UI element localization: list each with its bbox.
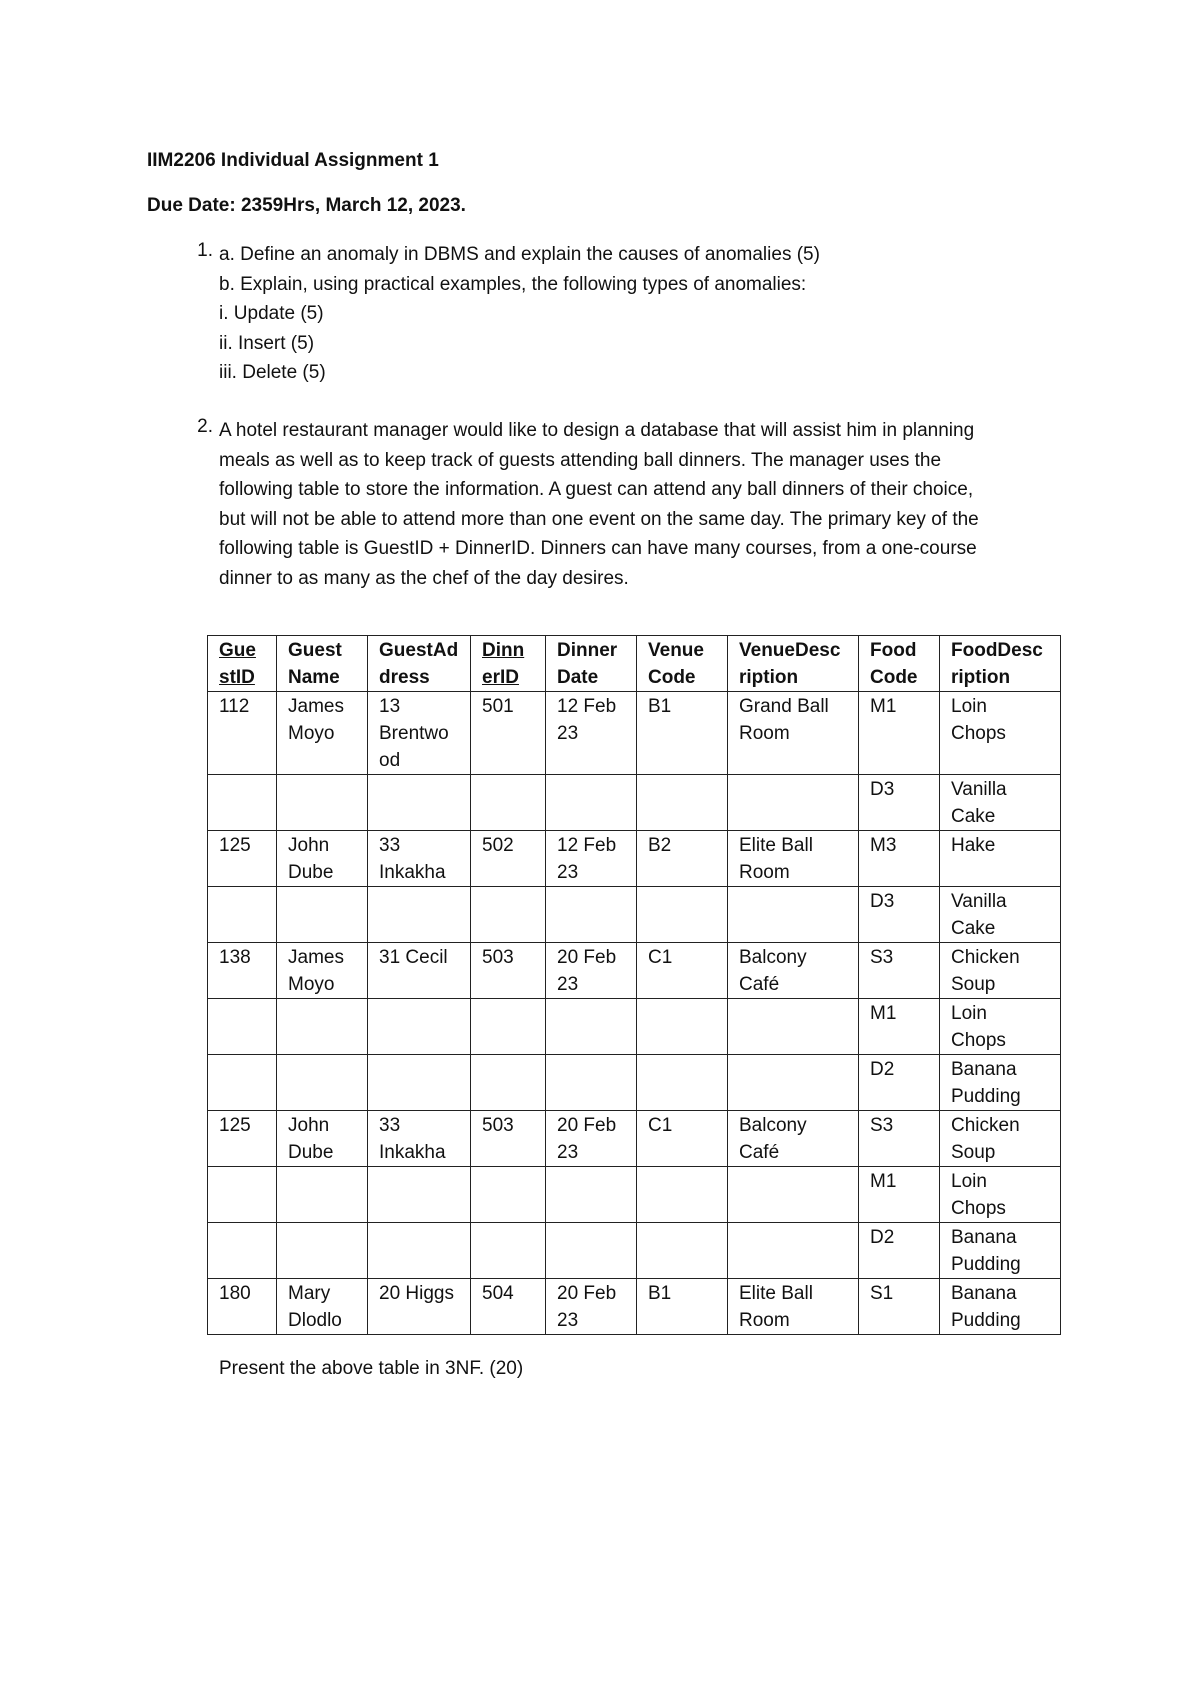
- table-cell: [728, 943, 859, 999]
- cell-text: 12 Feb: [557, 835, 617, 856]
- table-cell: [277, 775, 368, 831]
- column-header: [728, 636, 859, 692]
- table-cell: [277, 1223, 368, 1279]
- column-header-text: Dinn: [482, 640, 525, 661]
- cell-text: Grand Ball: [739, 696, 829, 717]
- cell-text: M1: [870, 1171, 897, 1192]
- cell-text: M1: [870, 1003, 897, 1024]
- table-row: [208, 999, 1061, 1055]
- table-cell: [728, 1279, 859, 1335]
- column-header: [940, 636, 1061, 692]
- cell-text: 20 Feb: [557, 1115, 617, 1136]
- table-cell: [471, 1111, 546, 1167]
- cell-text: Chops: [951, 1198, 1006, 1219]
- cell-text: James: [288, 696, 344, 717]
- table-cell: [637, 831, 728, 887]
- table-cell: [208, 1279, 277, 1335]
- table-row: [208, 1111, 1061, 1167]
- table-cell: [728, 887, 859, 943]
- table-row: [208, 887, 1061, 943]
- cell-text: D3: [870, 779, 895, 800]
- cell-text: Soup: [951, 974, 996, 995]
- table-cell: [546, 1055, 637, 1111]
- question-line: iii. Delete (5): [219, 362, 326, 383]
- table-cell: [471, 999, 546, 1055]
- cell-text: John: [288, 835, 330, 856]
- table-body: [208, 692, 1061, 1335]
- table-cell: [940, 775, 1061, 831]
- table-cell: [277, 943, 368, 999]
- table-cell: [859, 1167, 940, 1223]
- table-cell: [637, 1111, 728, 1167]
- table-row: [208, 943, 1061, 999]
- table-cell: [859, 692, 940, 775]
- cell-text: 31 Cecil: [379, 947, 448, 968]
- table-cell: [940, 999, 1061, 1055]
- column-header-text: VenueDesc: [739, 640, 841, 661]
- cell-text: Cake: [951, 806, 996, 827]
- table-cell: [208, 943, 277, 999]
- question-line: but will not be able to attend more than one event on the same day. The primary key of the: [219, 508, 979, 530]
- table-cell: [637, 1055, 728, 1111]
- cell-text: Loin: [951, 1003, 987, 1024]
- question-body: [219, 240, 1059, 388]
- cell-text: Elite Ball: [739, 1283, 813, 1304]
- cell-text: Café: [739, 1142, 780, 1163]
- column-header: [368, 636, 471, 692]
- table-cell: [471, 775, 546, 831]
- cell-text: Chicken: [951, 947, 1020, 968]
- cell-text: 502: [482, 835, 514, 856]
- table-cell: [728, 999, 859, 1055]
- table-cell: [368, 887, 471, 943]
- cell-text: Brentwo: [379, 723, 449, 744]
- cell-text: Balcony: [739, 1115, 807, 1136]
- table-cell: [637, 1223, 728, 1279]
- column-header-text: GuestAd: [379, 640, 459, 661]
- cell-text: Chops: [951, 1030, 1006, 1051]
- table-cell: [277, 1167, 368, 1223]
- table-cell: [859, 1279, 940, 1335]
- cell-text: 23: [557, 1142, 579, 1163]
- cell-text: Mary: [288, 1283, 331, 1304]
- table-cell: [728, 692, 859, 775]
- footer-instruction: Present the above table in 3NF. (20): [219, 1358, 524, 1379]
- table-cell: [940, 1055, 1061, 1111]
- cell-text: Vanilla: [951, 891, 1007, 912]
- question-line: b. Explain, using practical examples, the following types of anomalies:: [219, 273, 807, 295]
- table-row: [208, 1279, 1061, 1335]
- due-date: Due Date: 2359Hrs, March 12, 2023.: [147, 195, 466, 216]
- cell-text: 504: [482, 1283, 514, 1304]
- table-cell: [368, 775, 471, 831]
- cell-text: Banana: [951, 1059, 1017, 1080]
- table-cell: [208, 1223, 277, 1279]
- table-cell: [546, 1111, 637, 1167]
- cell-text: D3: [870, 891, 895, 912]
- table-cell: [277, 831, 368, 887]
- table-cell: [277, 887, 368, 943]
- table-cell: [368, 1111, 471, 1167]
- column-header: [277, 636, 368, 692]
- table-cell: [637, 1279, 728, 1335]
- question-line: ii. Insert (5): [219, 332, 315, 354]
- cell-text: od: [379, 750, 401, 771]
- column-header-text: Venue: [648, 640, 704, 661]
- table-cell: [859, 1055, 940, 1111]
- column-header: [208, 636, 277, 692]
- table-cell: [208, 1167, 277, 1223]
- table-cell: [940, 943, 1061, 999]
- table-cell: [940, 1223, 1061, 1279]
- table-cell: [859, 943, 940, 999]
- table-cell: [940, 831, 1061, 887]
- cell-text: C1: [648, 947, 673, 968]
- question-line: meals as well as to keep track of guests attending ball dinners. The manager uses the: [219, 449, 942, 471]
- cell-text: B1: [648, 1283, 672, 1304]
- question-line: following table to store the information. A guest can attend any ball dinners of their choice,: [219, 479, 974, 500]
- cell-text: S3: [870, 1115, 894, 1136]
- cell-text: 33: [379, 1115, 401, 1136]
- cell-text: D2: [870, 1059, 895, 1080]
- table-cell: [368, 1279, 471, 1335]
- column-header-text: Guest: [288, 640, 342, 661]
- table-cell: [940, 887, 1061, 943]
- column-header-text: FoodDesc: [951, 640, 1043, 661]
- cell-text: Banana: [951, 1227, 1017, 1248]
- cell-text: 23: [557, 974, 579, 995]
- table-cell: [471, 887, 546, 943]
- column-header-text: stID: [219, 667, 255, 688]
- table-cell: [277, 999, 368, 1055]
- table-cell: [637, 775, 728, 831]
- table-cell: [368, 1223, 471, 1279]
- cell-text: S3: [870, 947, 894, 968]
- table-cell: [208, 1111, 277, 1167]
- table-cell: [471, 1055, 546, 1111]
- table-cell: [208, 692, 277, 775]
- table-row: [208, 1167, 1061, 1223]
- cell-text: Café: [739, 974, 780, 995]
- cell-text: Inkakha: [379, 1142, 446, 1163]
- table-cell: [368, 1167, 471, 1223]
- table-cell: [546, 1167, 637, 1223]
- cell-text: Loin: [951, 1171, 987, 1192]
- table-cell: [940, 1279, 1061, 1335]
- cell-text: Vanilla: [951, 779, 1007, 800]
- cell-text: 125: [219, 835, 251, 856]
- cell-text: 138: [219, 947, 251, 968]
- table-cell: [728, 1223, 859, 1279]
- table-cell: [637, 943, 728, 999]
- cell-text: 112: [219, 696, 250, 717]
- cell-text: Moyo: [288, 974, 335, 995]
- cell-text: Inkakha: [379, 862, 446, 883]
- cell-text: 20 Feb: [557, 1283, 617, 1304]
- table-cell: [728, 775, 859, 831]
- cell-text: 33: [379, 835, 401, 856]
- question-body: [219, 416, 1059, 593]
- column-header-text: Code: [870, 667, 918, 688]
- table-cell: [471, 1167, 546, 1223]
- table-cell: [546, 943, 637, 999]
- table-cell: [859, 831, 940, 887]
- cell-text: Dube: [288, 1142, 334, 1163]
- cell-text: 20 Feb: [557, 947, 617, 968]
- cell-text: Chicken: [951, 1115, 1020, 1136]
- cell-text: B1: [648, 696, 672, 717]
- table-row: [208, 1055, 1061, 1111]
- cell-text: Loin: [951, 696, 987, 717]
- column-header-text: dress: [379, 667, 430, 688]
- cell-text: Room: [739, 862, 790, 883]
- table-cell: [208, 831, 277, 887]
- table-cell: [728, 1055, 859, 1111]
- table-cell: [546, 692, 637, 775]
- table-cell: [859, 775, 940, 831]
- table-cell: [546, 831, 637, 887]
- table-cell: [546, 1279, 637, 1335]
- cell-text: Cake: [951, 918, 996, 939]
- cell-text: 20 Higgs: [379, 1283, 454, 1304]
- question-line: A hotel restaurant manager would like to design a database that will assist him in planning: [219, 420, 975, 441]
- cell-text: Room: [739, 723, 790, 744]
- question-line: i. Update (5): [219, 303, 324, 324]
- table-row: [208, 775, 1061, 831]
- column-header-text: erID: [482, 667, 519, 688]
- table-header-row: [208, 636, 1061, 692]
- cell-text: 12 Feb: [557, 696, 617, 717]
- question-line: a. Define an anomaly in DBMS and explain the causes of anomalies (5): [219, 244, 820, 265]
- table-cell: [368, 999, 471, 1055]
- table-cell: [368, 943, 471, 999]
- table-cell: [277, 1055, 368, 1111]
- cell-text: 13: [379, 696, 401, 717]
- table-cell: [208, 1055, 277, 1111]
- table-cell: [277, 692, 368, 775]
- table-cell: [546, 775, 637, 831]
- table-cell: [728, 1111, 859, 1167]
- table-row: [208, 1223, 1061, 1279]
- table-cell: [637, 887, 728, 943]
- column-header-text: Code: [648, 667, 696, 688]
- table-cell: [368, 1055, 471, 1111]
- cell-text: Soup: [951, 1142, 996, 1163]
- cell-text: C1: [648, 1115, 673, 1136]
- cell-text: 180: [219, 1283, 251, 1304]
- table-cell: [637, 692, 728, 775]
- question-number: 1.: [197, 240, 213, 261]
- column-header: [637, 636, 728, 692]
- table-cell: [208, 775, 277, 831]
- unnormalized-table: [207, 635, 1061, 1335]
- cell-text: M1: [870, 696, 897, 717]
- cell-text: Room: [739, 1310, 790, 1331]
- cell-text: Dube: [288, 862, 334, 883]
- column-header-text: Gue: [219, 640, 256, 661]
- column-header: [546, 636, 637, 692]
- table-cell: [208, 887, 277, 943]
- cell-text: James: [288, 947, 344, 968]
- cell-text: S1: [870, 1283, 894, 1304]
- table-cell: [368, 831, 471, 887]
- table-cell: [940, 692, 1061, 775]
- table-cell: [277, 1111, 368, 1167]
- cell-text: Banana: [951, 1283, 1017, 1304]
- cell-text: Balcony: [739, 947, 807, 968]
- table-cell: [728, 831, 859, 887]
- cell-text: John: [288, 1115, 330, 1136]
- question-line: following table is GuestID + DinnerID. Dinners can have many courses, from a one-course: [219, 538, 977, 559]
- table-cell: [940, 1167, 1061, 1223]
- table-cell: [471, 1279, 546, 1335]
- question-number: 2.: [197, 416, 213, 437]
- cell-text: Hake: [951, 835, 996, 856]
- table-row: [208, 692, 1061, 775]
- table-cell: [471, 943, 546, 999]
- column-header-text: Name: [288, 667, 340, 688]
- table-cell: [471, 692, 546, 775]
- table-cell: [471, 1223, 546, 1279]
- column-header-text: Dinner: [557, 640, 618, 661]
- cell-text: D2: [870, 1227, 895, 1248]
- cell-text: Pudding: [951, 1254, 1021, 1275]
- table-cell: [471, 831, 546, 887]
- table-cell: [637, 999, 728, 1055]
- cell-text: Dlodlo: [288, 1310, 342, 1331]
- cell-text: 503: [482, 1115, 514, 1136]
- cell-text: 503: [482, 947, 514, 968]
- table-cell: [277, 1279, 368, 1335]
- column-header: [859, 636, 940, 692]
- table-cell: [728, 1167, 859, 1223]
- column-header: [471, 636, 546, 692]
- cell-text: M3: [870, 835, 897, 856]
- table-cell: [940, 1111, 1061, 1167]
- table-cell: [546, 1223, 637, 1279]
- column-header-text: Food: [870, 640, 917, 661]
- cell-text: Moyo: [288, 723, 335, 744]
- cell-text: 125: [219, 1115, 251, 1136]
- table-cell: [546, 887, 637, 943]
- table-cell: [368, 692, 471, 775]
- cell-text: Elite Ball: [739, 835, 813, 856]
- cell-text: Pudding: [951, 1086, 1021, 1107]
- cell-text: 23: [557, 1310, 579, 1331]
- cell-text: 23: [557, 862, 579, 883]
- cell-text: 23: [557, 723, 579, 744]
- table-row: [208, 831, 1061, 887]
- table-cell: [859, 1111, 940, 1167]
- table-cell: [637, 1167, 728, 1223]
- table-cell: [859, 999, 940, 1055]
- table-cell: [546, 999, 637, 1055]
- table-cell: [208, 999, 277, 1055]
- column-header-text: ription: [951, 667, 1011, 688]
- table-cell: [859, 1223, 940, 1279]
- cell-text: Pudding: [951, 1310, 1021, 1331]
- document-title: IIM2206 Individual Assignment 1: [147, 150, 439, 171]
- table-cell: [859, 887, 940, 943]
- question-line: dinner to as many as the chef of the day desires.: [219, 567, 629, 589]
- column-header-text: Date: [557, 667, 599, 688]
- cell-text: Chops: [951, 723, 1006, 744]
- column-header-text: ription: [739, 667, 799, 688]
- cell-text: B2: [648, 835, 672, 856]
- cell-text: 501: [482, 696, 514, 717]
